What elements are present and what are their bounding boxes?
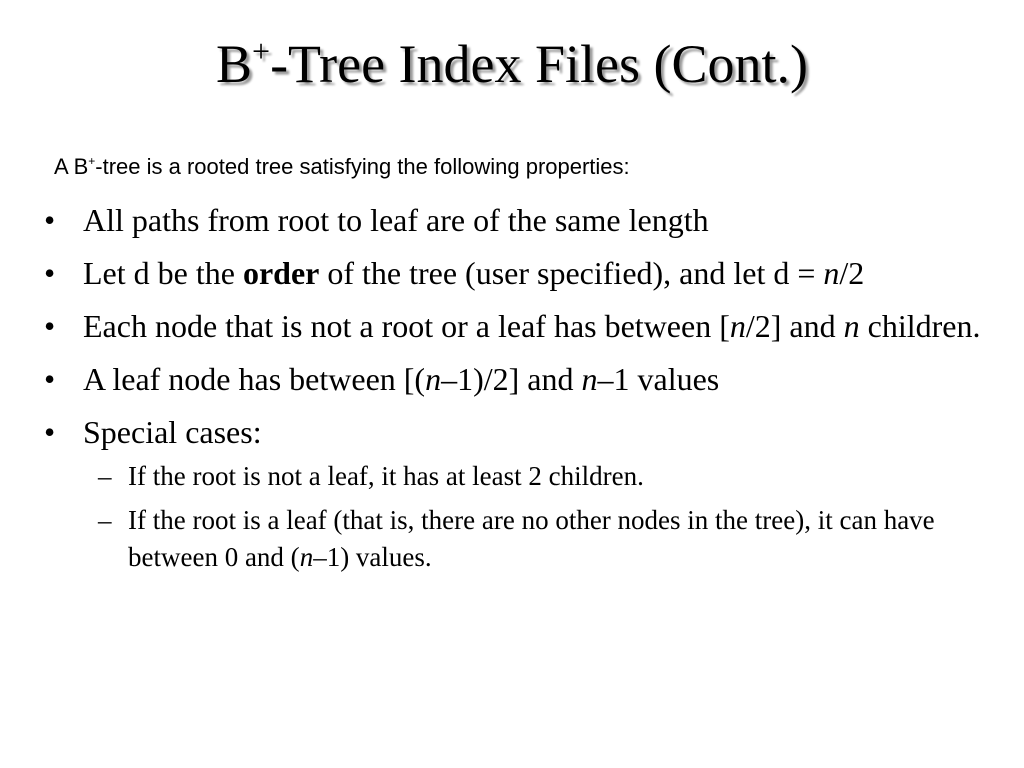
bullet-marker: • xyxy=(44,361,56,397)
bullet-text: /2] and xyxy=(745,308,844,344)
title-prefix: B xyxy=(215,34,253,94)
bullet-item-order xyxy=(0,253,1024,293)
bullet-text: children. xyxy=(859,308,981,344)
sub-bullet-marker: – xyxy=(98,461,112,491)
sub-bullet-marker: – xyxy=(98,505,112,535)
bullet-variable: n xyxy=(425,361,442,397)
sub-bullet-text: If the root is not a leaf, it has at least 2 children. xyxy=(128,461,644,491)
intro-rest: -tree is a rooted tree satisfying the following properties: xyxy=(95,154,630,179)
intro-sentence xyxy=(54,152,630,182)
bullet-marker: • xyxy=(44,308,56,344)
bullet-text: All paths from root to leaf are of the same length xyxy=(83,202,709,238)
bullet-text: Special cases: xyxy=(83,414,262,450)
bullet-item-leaf-node xyxy=(0,359,1024,399)
sub-bullet-root-is-leaf xyxy=(0,502,1024,576)
bullet-item-special-cases xyxy=(0,412,1024,452)
bullet-item-same-length xyxy=(0,200,1024,240)
bullet-variable: n xyxy=(581,361,598,397)
slide-title xyxy=(0,30,1024,98)
intro-superscript: + xyxy=(88,154,96,168)
bullet-text: A leaf node has between [( xyxy=(83,361,426,397)
sub-bullet-variable: n xyxy=(299,542,314,572)
bullet-text: –1 values xyxy=(597,361,720,397)
bullet-text: –1)/2] and xyxy=(441,361,582,397)
bullet-list xyxy=(0,200,1024,583)
bullet-text: of the tree (user specified), and let d = xyxy=(319,255,824,291)
bullet-marker: • xyxy=(44,255,56,291)
bullet-text: /2 xyxy=(839,255,865,291)
bullet-text: Let d be the xyxy=(83,255,243,291)
sub-bullet-root-not-leaf xyxy=(0,458,1024,495)
bullet-text: Each node that is not a root or a leaf has between [ xyxy=(83,308,730,344)
bullet-item-internal-node xyxy=(0,306,1024,346)
bullet-variable: n xyxy=(843,308,860,344)
title-rest: -Tree Index Files (Cont.) xyxy=(270,34,809,94)
sub-bullet-text: –1) values. xyxy=(313,542,432,572)
sub-bullet-text: If the root is a leaf (that is, there are no other nodes in the tree), it can have between 0 and ( xyxy=(128,505,935,572)
bullet-bold-term: order xyxy=(242,255,320,291)
bullet-marker: • xyxy=(44,202,56,238)
title-superscript: + xyxy=(252,33,271,69)
bullet-variable: n xyxy=(823,255,840,291)
bullet-variable: n xyxy=(729,308,746,344)
bullet-marker: • xyxy=(44,414,56,450)
intro-prefix: A B xyxy=(54,154,89,179)
